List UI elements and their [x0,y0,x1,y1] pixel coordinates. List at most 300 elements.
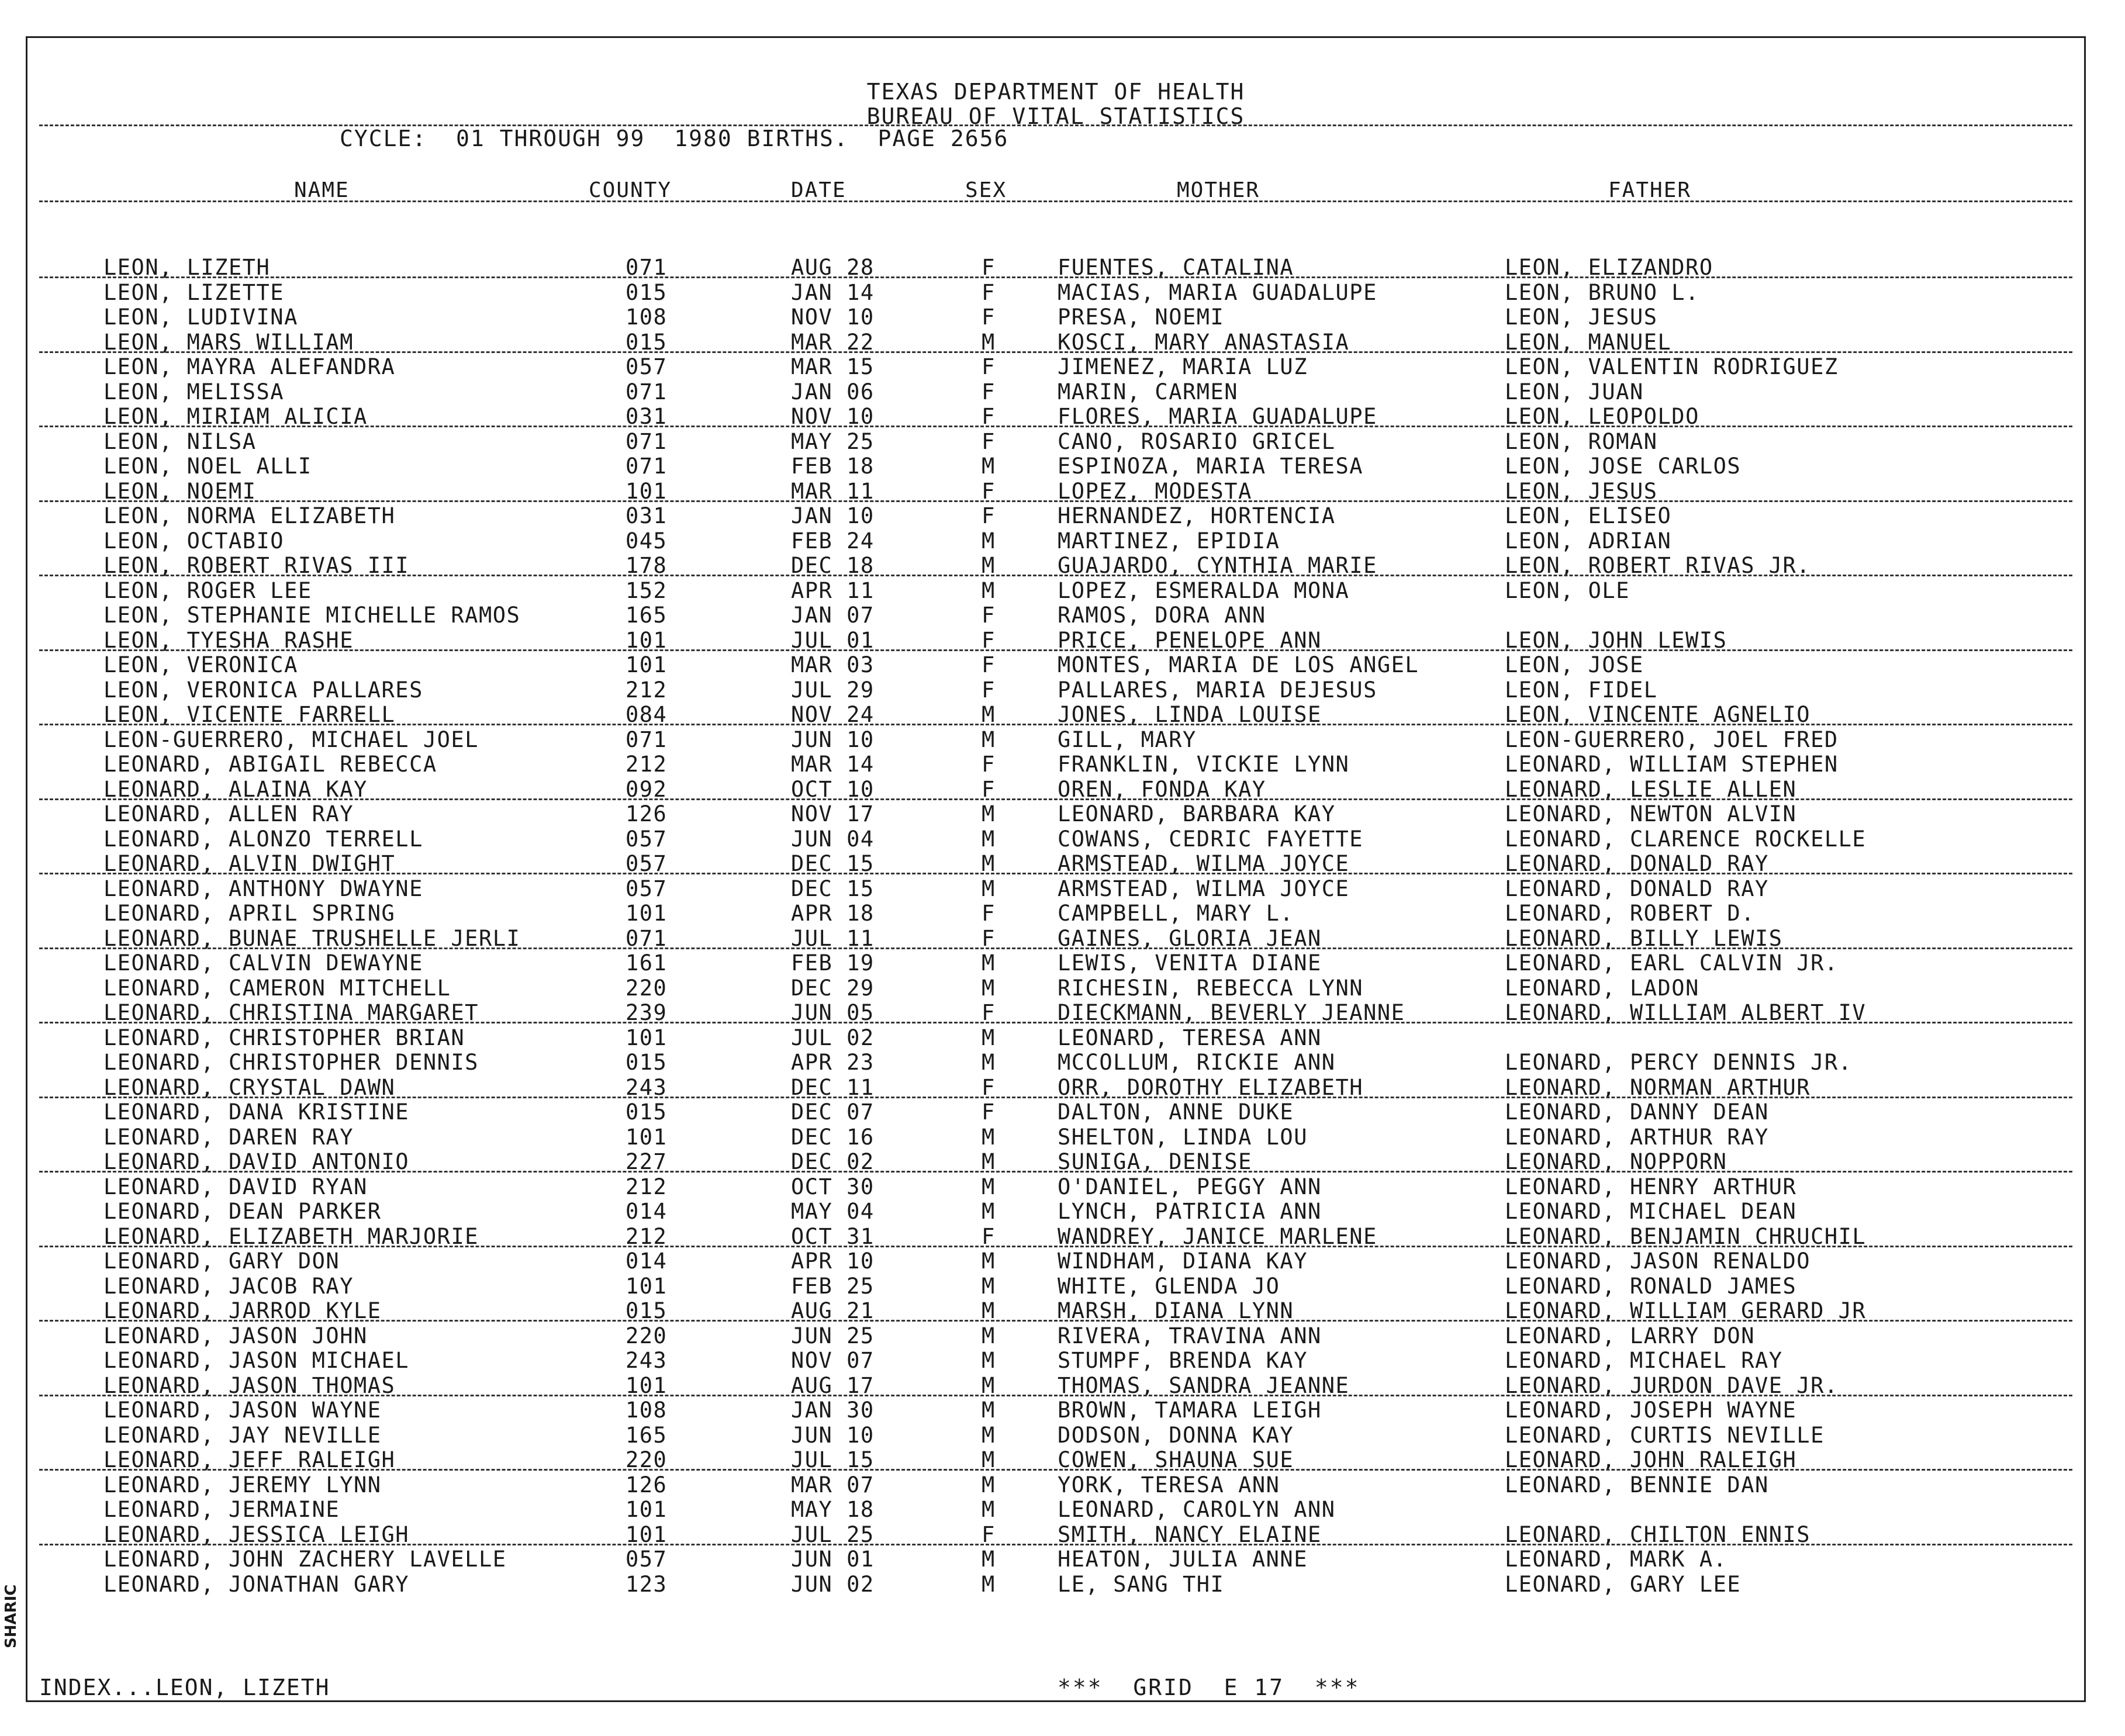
cell-county: 101 [626,478,668,504]
cell-mother: MCCOLLUM, RICKIE ANN [1058,1050,1336,1075]
cell-father: LEONARD, BENJAMIN CHRUCHIL [1505,1223,1867,1249]
cell-sex: F [982,925,996,951]
cell-name: LEON, NORMA ELIZABETH [103,503,396,528]
cell-date: JUL 25 [791,1521,875,1547]
cell-sex: F [982,677,996,703]
cell-name: LEON, VERONICA [103,652,298,677]
cell-date: OCT 31 [791,1223,875,1249]
cell-name: LEONARD, JAY NEVILLE [103,1422,382,1448]
table-row [27,404,2084,430]
cell-mother: FUENTES, CATALINA [1058,255,1294,280]
table-row [27,330,2084,355]
cell-mother: ARMSTEAD, WILMA JOYCE [1058,851,1350,876]
cell-date: JAN 07 [791,603,875,628]
cell-county: 015 [626,1298,668,1323]
cell-name: LEONARD, JEFF RALEIGH [103,1447,396,1472]
cell-name: LEON, MARS WILLIAM [103,329,354,355]
table-row [27,1100,2084,1125]
table-row [27,628,2084,653]
cell-father: LEONARD, PERCY DENNIS JR. [1505,1050,1853,1075]
cell-sex: M [982,1472,996,1498]
cell-name: LEONARD, CALVIN DEWAYNE [103,950,423,976]
cell-name: LEONARD, DAVID RYAN [103,1174,368,1199]
cell-mother: KOSCI, MARY ANASTASIA [1058,329,1350,355]
cell-date: JUL 02 [791,1025,875,1050]
cell-mother: MARTINEZ, EPIDIA [1058,528,1280,554]
column-header-county: COUNTY [589,178,672,202]
cell-mother: PALLARES, MARIA DEJESUS [1058,677,1377,703]
table-row [27,1374,2084,1399]
cell-sex: F [982,776,996,802]
cell-sex: M [982,876,996,901]
index-label: INDEX...LEON, LIZETH [39,1675,330,1700]
cell-mother: GAINES, GLORIA JEAN [1058,925,1322,951]
cell-name: LEONARD, JONATHAN GARY [103,1571,410,1597]
cell-sex: M [982,1050,996,1075]
cell-name: LEON, NOEL ALLI [103,454,312,479]
cell-date: MAR 15 [791,354,875,379]
cell-date: JUN 04 [791,826,875,852]
cell-county: 014 [626,1249,668,1274]
cell-sex: M [982,1372,996,1398]
table-row [27,305,2084,330]
cell-mother: HEATON, JULIA ANNE [1058,1547,1308,1572]
cell-father: LEONARD, NORMAN ARTHUR [1505,1074,1811,1100]
cell-county: 101 [626,1372,668,1398]
cell-date: MAY 18 [791,1497,875,1522]
cell-mother: BROWN, TAMARA LEIGH [1058,1398,1322,1423]
table-row [27,454,2084,479]
cell-name: LEONARD, JERMAINE [103,1497,340,1522]
cell-date: JAN 30 [791,1398,875,1423]
cell-date: DEC 15 [791,851,875,876]
cell-name: LEON, ROGER LEE [103,577,312,603]
cell-sex: M [982,1323,996,1348]
cell-date: FEB 18 [791,454,875,479]
cell-county: 220 [626,975,668,1001]
cell-county: 101 [626,1124,668,1150]
cell-mother: HERNANDEZ, HORTENCIA [1058,503,1336,528]
cell-sex: M [982,1398,996,1423]
cell-mother: RICHESIN, REBECCA LYNN [1058,975,1364,1001]
cell-name: LEONARD, ANTHONY DWAYNE [103,876,423,901]
cell-county: 057 [626,354,668,379]
cell-mother: RIVERA, TRAVINA ANN [1058,1323,1322,1348]
table-row [27,380,2084,405]
cell-date: MAR 07 [791,1472,875,1498]
cell-date: JUL 29 [791,677,875,703]
cell-sex: F [982,1000,996,1025]
cell-county: 101 [626,627,668,653]
cell-sex: M [982,329,996,355]
cell-father: LEONARD, DONALD RAY [1505,876,1769,901]
table-row [27,1001,2084,1026]
table-row [27,1547,2084,1572]
cell-date: DEC 15 [791,876,875,901]
cell-father: LEON, ROMAN [1505,428,1658,454]
table-row [27,355,2084,380]
cell-county: 015 [626,279,668,305]
cell-mother: SHELTON, LINDA LOU [1058,1124,1308,1150]
table-row [27,1572,2084,1597]
cell-mother: CAMPBELL, MARY L. [1058,901,1294,926]
cell-county: 165 [626,1422,668,1448]
table-row [27,1125,2084,1150]
cell-father: LEON, BRUNO L. [1505,279,1699,305]
cell-father: LEON, VALENTIN RODRIGUEZ [1505,354,1839,379]
cell-date: OCT 10 [791,776,875,802]
table-row [27,1523,2084,1548]
cell-sex: M [982,454,996,479]
cell-mother: WINDHAM, DIANA KAY [1058,1249,1308,1274]
cell-father: LEONARD, WILLIAM GERARD JR [1505,1298,1867,1323]
cell-sex: F [982,478,996,504]
cell-name: LEONARD, JASON WAYNE [103,1398,382,1423]
cell-county: 108 [626,1398,668,1423]
cell-father: LEONARD, MARK A. [1505,1547,1727,1572]
cell-father: LEONARD, MICHAEL DEAN [1505,1199,1797,1224]
cell-date: FEB 25 [791,1273,875,1299]
cell-mother: PRESA, NOEMI [1058,305,1225,330]
agency-title: TEXAS DEPARTMENT OF HEALTH [866,79,1245,105]
table-row [27,579,2084,604]
cell-name: LEONARD, CHRISTOPHER DENNIS [103,1050,479,1075]
cell-name: LEONARD, JASON MICHAEL [103,1348,410,1373]
table-row [27,255,2084,281]
column-header-father: FATHER [1608,178,1692,202]
cell-county: 101 [626,901,668,926]
cycle-line: CYCLE: 01 THROUGH 99 1980 BIRTHS. PAGE 2656 [340,126,1009,151]
cell-mother: SMITH, NANCY ELAINE [1058,1521,1322,1547]
cell-sex: M [982,1249,996,1274]
cell-sex: M [982,577,996,603]
cell-date: APR 10 [791,1249,875,1274]
cell-name: LEONARD, ABIGAIL REBECCA [103,752,437,777]
cell-county: 165 [626,603,668,628]
cell-mother: COWEN, SHAUNA SUE [1058,1447,1294,1472]
cell-sex: M [982,1348,996,1373]
cell-county: 126 [626,801,668,826]
cell-date: JUN 05 [791,1000,875,1025]
cell-mother: ARMSTEAD, WILMA JOYCE [1058,876,1350,901]
cell-name: LEONARD, DANA KRISTINE [103,1099,410,1125]
cell-county: 071 [626,727,668,752]
cell-mother: LEONARD, BARBARA KAY [1058,801,1336,826]
cell-father: LEON, JESUS [1505,478,1658,504]
cell-date: JUN 01 [791,1547,875,1572]
cell-sex: M [982,826,996,852]
cell-county: 101 [626,1025,668,1050]
cell-sex: F [982,279,996,305]
cell-name: LEON, MAYRA ALEFANDRA [103,354,396,379]
table-row [27,1348,2084,1374]
table-row [27,728,2084,753]
cell-sex: F [982,255,996,280]
cell-sex: M [982,528,996,554]
cell-date: FEB 24 [791,528,875,554]
cell-sex: M [982,1497,996,1522]
cell-name: LEON, NILSA [103,428,257,454]
cell-sex: F [982,752,996,777]
cell-county: 123 [626,1571,668,1597]
table-row [27,1473,2084,1498]
cell-father: LEONARD, DONALD RAY [1505,851,1769,876]
cell-date: DEC 16 [791,1124,875,1150]
cell-mother: GILL, MARY [1058,727,1197,752]
cell-county: 243 [626,1348,668,1373]
cell-father: LEONARD, BILLY LEWIS [1505,925,1783,951]
table-row [27,1175,2084,1200]
cell-mother: LE, SANG THI [1058,1571,1225,1597]
table-row [27,901,2084,926]
cell-name: LEON, LUDIVINA [103,305,298,330]
cell-father: LEONARD, CLARENCE ROCKELLE [1505,826,1867,852]
cell-mother: LEONARD, TERESA ANN [1058,1025,1322,1050]
table-row [27,1026,2084,1051]
birth-records-list [27,255,2084,1597]
cell-name: LEONARD, ELIZABETH MARJORIE [103,1223,479,1249]
table-row [27,653,2084,678]
cell-sex: F [982,1521,996,1547]
cell-father: LEON, JOSE CARLOS [1505,454,1742,479]
cell-date: DEC 02 [791,1149,875,1174]
cell-mother: LOPEZ, MODESTA [1058,478,1252,504]
table-row [27,1398,2084,1423]
cell-father: LEON, ROBERT RIVAS JR. [1505,553,1811,578]
cell-name: LEONARD, BUNAE TRUSHELLE JERLI [103,925,521,951]
cell-name: LEONARD, ALLEN RAY [103,801,354,826]
table-row [27,926,2084,952]
cell-county: 071 [626,428,668,454]
cell-sex: F [982,404,996,429]
cell-mother: SUNIGA, DENISE [1058,1149,1252,1174]
table-row [27,752,2084,777]
cell-mother: FRANKLIN, VICKIE LYNN [1058,752,1350,777]
cell-mother: PRICE, PENELOPE ANN [1058,627,1322,653]
table-row [27,1299,2084,1324]
cell-county: 227 [626,1149,668,1174]
cell-mother: MARIN, CARMEN [1058,379,1239,404]
cell-name: LEONARD, DEAN PARKER [103,1199,382,1224]
cell-date: MAR 14 [791,752,875,777]
cell-name: LEON, MELISSA [103,379,285,404]
cell-mother: LEONARD, CAROLYN ANN [1058,1497,1336,1522]
cell-date: APR 23 [791,1050,875,1075]
cell-county: 212 [626,677,668,703]
cell-name: LEON, ROBERT RIVAS III [103,553,410,578]
cell-mother: WHITE, GLENDA JO [1058,1273,1280,1299]
cell-county: 101 [626,1521,668,1547]
cell-date: JUL 15 [791,1447,875,1472]
table-row [27,703,2084,728]
cell-mother: MACIAS, MARIA GUADALUPE [1058,279,1377,305]
cell-county: 057 [626,1547,668,1572]
cell-father: LEON, JOSE [1505,652,1644,677]
table-row [27,479,2084,504]
cell-date: JUL 01 [791,627,875,653]
cell-mother: WANDREY, JANICE MARLENE [1058,1223,1377,1249]
cell-county: 015 [626,1099,668,1125]
cell-date: MAR 03 [791,652,875,677]
cell-county: 220 [626,1447,668,1472]
cell-county: 071 [626,454,668,479]
cell-county: 015 [626,1050,668,1075]
cell-father: LEONARD, JURDON DAVE JR. [1505,1372,1839,1398]
cell-name: LEONARD, APRIL SPRING [103,901,396,926]
cell-county: 212 [626,1223,668,1249]
table-row [27,1249,2084,1274]
cell-sex: M [982,1422,996,1448]
cell-name: LEONARD, JEREMY LYNN [103,1472,382,1498]
cell-date: JAN 10 [791,503,875,528]
cell-sex: F [982,305,996,330]
cell-father: LEONARD, LESLIE ALLEN [1505,776,1797,802]
cell-date: NOV 10 [791,305,875,330]
table-row [27,1150,2084,1175]
cell-name: LEONARD, GARY DON [103,1249,340,1274]
cell-sex: F [982,1099,996,1125]
cell-county: 014 [626,1199,668,1224]
cell-name: LEON, OCTABIO [103,528,285,554]
cell-father: LEONARD, GARY LEE [1505,1571,1742,1597]
cell-sex: M [982,1447,996,1472]
column-header-sex: SEX [965,178,1007,202]
cell-county: 031 [626,503,668,528]
cell-sex: F [982,379,996,404]
cell-date: AUG 28 [791,255,875,280]
cell-sex: M [982,1149,996,1174]
cell-date: MAY 04 [791,1199,875,1224]
cell-mother: DODSON, DONNA KAY [1058,1422,1294,1448]
table-row [27,951,2084,976]
cell-sex: M [982,1025,996,1050]
cell-mother: DALTON, ANNE DUKE [1058,1099,1294,1125]
table-row [27,603,2084,628]
table-row [27,554,2084,579]
cell-father: LEONARD, RONALD JAMES [1505,1273,1797,1299]
cell-county: 071 [626,925,668,951]
cell-name: LEONARD, JARROD KYLE [103,1298,382,1323]
cell-father: LEON, JOHN LEWIS [1505,627,1727,653]
cell-county: 220 [626,1323,668,1348]
cell-date: OCT 30 [791,1174,875,1199]
cell-father: LEONARD, NOPPORN [1505,1149,1727,1174]
cell-sex: M [982,1298,996,1323]
cell-date: JAN 06 [791,379,875,404]
cell-name: LEONARD, ALAINA KAY [103,776,368,802]
cell-mother: LYNCH, PATRICIA ANN [1058,1199,1322,1224]
cell-name: LEON, STEPHANIE MICHELLE RAMOS [103,603,521,628]
cell-county: 071 [626,255,668,280]
cell-date: JUN 02 [791,1571,875,1597]
cell-father: LEON, OLE [1505,577,1630,603]
cell-mother: DIECKMANN, BEVERLY JEANNE [1058,1000,1405,1025]
cell-name: LEONARD, JASON JOHN [103,1323,368,1348]
cell-mother: MARSH, DIANA LYNN [1058,1298,1294,1323]
cell-mother: FLORES, MARIA GUADALUPE [1058,404,1377,429]
cell-county: 057 [626,851,668,876]
table-row [27,852,2084,877]
cell-sex: F [982,652,996,677]
cell-sex: F [982,354,996,379]
table-row [27,1498,2084,1523]
cell-date: JUN 25 [791,1323,875,1348]
cell-mother: LOPEZ, ESMERALDA MONA [1058,577,1350,603]
cell-mother: JIMENEZ, MARIA LUZ [1058,354,1308,379]
cell-sex: M [982,553,996,578]
cell-sex: M [982,702,996,727]
cell-father: LEONARD, ROBERT D. [1505,901,1755,926]
cell-sex: F [982,1223,996,1249]
cell-name: LEONARD, ALVIN DWIGHT [103,851,396,876]
cell-mother: O'DANIEL, PEGGY ANN [1058,1174,1322,1199]
cell-county: 243 [626,1074,668,1100]
cell-county: 071 [626,379,668,404]
cell-father: LEONARD, NEWTON ALVIN [1505,801,1797,826]
cell-date: APR 18 [791,901,875,926]
table-row [27,504,2084,529]
cell-sex: F [982,901,996,926]
cell-name: LEONARD, ALONZO TERRELL [103,826,423,852]
cell-sex: M [982,1273,996,1299]
cell-sex: M [982,1199,996,1224]
cell-county: 212 [626,752,668,777]
cell-father: LEONARD, JOSEPH WAYNE [1505,1398,1797,1423]
table-row [27,877,2084,902]
table-row [27,430,2084,455]
cell-date: FEB 19 [791,950,875,976]
cell-county: 239 [626,1000,668,1025]
cell-father: LEON, LEOPOLDO [1505,404,1699,429]
cell-sex: F [982,603,996,628]
cell-father: LEON, VINCENTE AGNELIO [1505,702,1811,727]
table-row [27,1324,2084,1349]
cell-father: LEON, JUAN [1505,379,1644,404]
cell-father: LEONARD, MICHAEL RAY [1505,1348,1783,1373]
cell-name: LEONARD, DAVID ANTONIO [103,1149,410,1174]
cell-name: LEON-GUERRERO, MICHAEL JOEL [103,727,479,752]
cell-name: LEON, TYESHA RASHE [103,627,354,653]
cell-mother: GUAJARDO, CYNTHIA MARIE [1058,553,1377,578]
table-row [27,1076,2084,1101]
cell-mother: YORK, TERESA ANN [1058,1472,1280,1498]
cell-father: LEONARD, WILLIAM ALBERT IV [1505,1000,1867,1025]
cell-name: LEON, VERONICA PALLARES [103,677,423,703]
cell-sex: F [982,428,996,454]
record-page [26,36,2086,1702]
cell-mother: STUMPF, BRENDA KAY [1058,1348,1308,1373]
cell-county: 031 [626,404,668,429]
cell-county: 161 [626,950,668,976]
cell-father: LEONARD, LADON [1505,975,1699,1001]
cell-father: LEON, MANUEL [1505,329,1672,355]
cell-sex: M [982,1174,996,1199]
cell-father: LEONARD, EARL CALVIN JR. [1505,950,1839,976]
cell-date: DEC 29 [791,975,875,1001]
table-row [27,1199,2084,1225]
cell-date: DEC 18 [791,553,875,578]
cell-sex: M [982,1571,996,1597]
table-row [27,281,2084,306]
cell-sex: M [982,975,996,1001]
column-header-mother: MOTHER [1177,178,1260,202]
column-header-date: DATE [791,178,846,202]
bureau-title: BUREAU OF VITAL STATISTICS [866,103,1245,129]
cell-name: LEON, NOEMI [103,478,257,504]
cell-name: LEONARD, CRYSTAL DAWN [103,1074,396,1100]
table-row [27,827,2084,852]
cell-mother: THOMAS, SANDRA JEANNE [1058,1372,1350,1398]
